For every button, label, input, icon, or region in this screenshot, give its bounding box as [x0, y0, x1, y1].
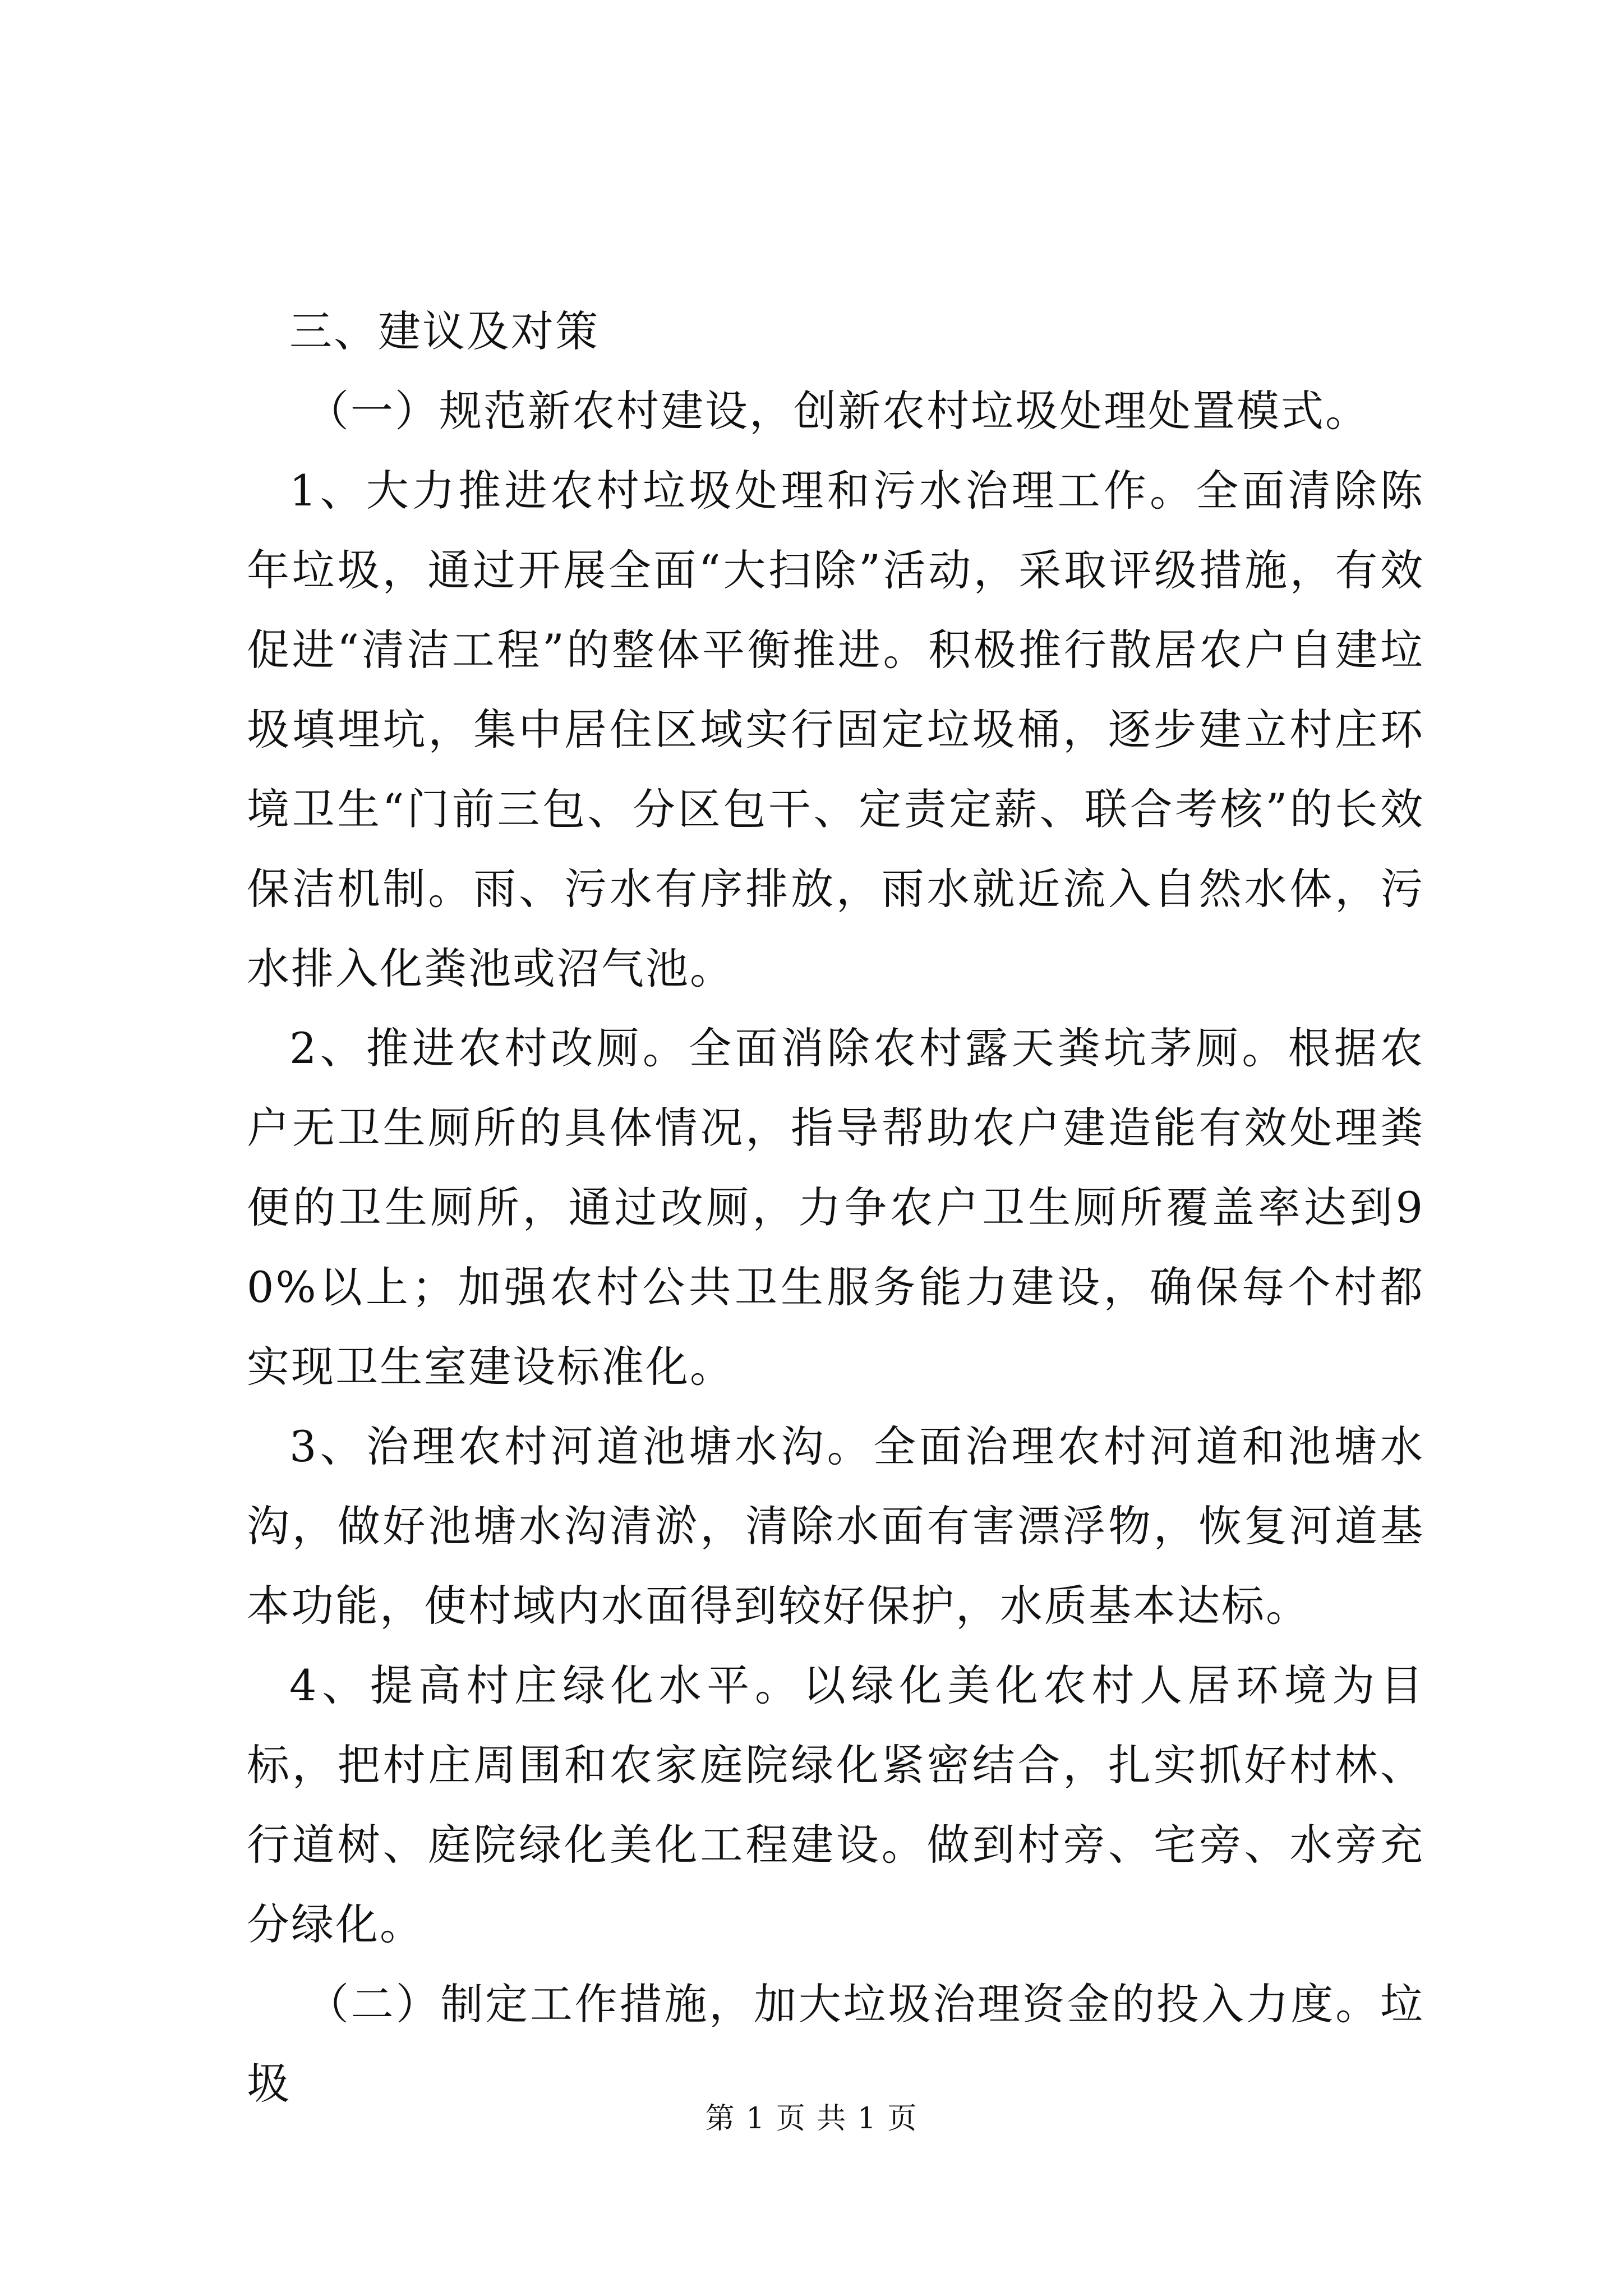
section-heading: 三、建议及对策 — [289, 306, 600, 356]
paragraph-2: 2、推进农村改厕。全面消除农村露天粪坑茅厕。根据农户无卫生厕所的具体情况，指导帮助农户建造能有效处理粪便的卫生厕所，通过改厕，力争农户卫生厕所覆盖率达到90%以上；加强农村公共卫生服务能力建设，确保每个村都实现卫生室建设标准化。 — [247, 1023, 1424, 1392]
paragraph-4: 4、提高村庄绿化水平。以绿化美化农村人居环境为目标，把村庄周围和农家庭院绿化紧密结合，扎实抓好村林、行道树、庭院绿化美化工程建设。做到村旁、宅旁、水旁充分绿化。 — [247, 1660, 1424, 1949]
subheading-1: （一）规范新农村建设，创新农村垃圾处理处置模式。 — [306, 386, 1370, 436]
document-body — [247, 292, 1424, 2124]
paragraph-3: 3、治理农村河道池塘水沟。全面治理农村河道和池塘水沟，做好池塘水沟清淤，清除水面有害漂浮物，恢复河道基本功能，使村域内水面得到较好保护，水质基本达标。 — [247, 1421, 1424, 1631]
page-footer: 第 1 页 共 1 页 — [705, 2102, 918, 2136]
subheading-2: （二）制定工作措施，加大垃圾治理资金的投入力度。垃圾 — [247, 1979, 1424, 2109]
paragraph-1: 1、大力推进农村垃圾处理和污水治理工作。全面清除陈年垃圾，通过开展全面“大扫除”活动，采取评级措施，有效促进“清洁工程”的整体平衡推进。积极推行散居农户自建垃圾填埋坑，集中居住区域实行固定垃圾桶，逐步建立村庄环境卫生“门前三包、分区包干、定责定薪、联合考核”的长效保洁机制。雨、污水有序排放，雨水就近流入自然水体，污水排入化粪池或沼气池。 — [247, 466, 1424, 993]
